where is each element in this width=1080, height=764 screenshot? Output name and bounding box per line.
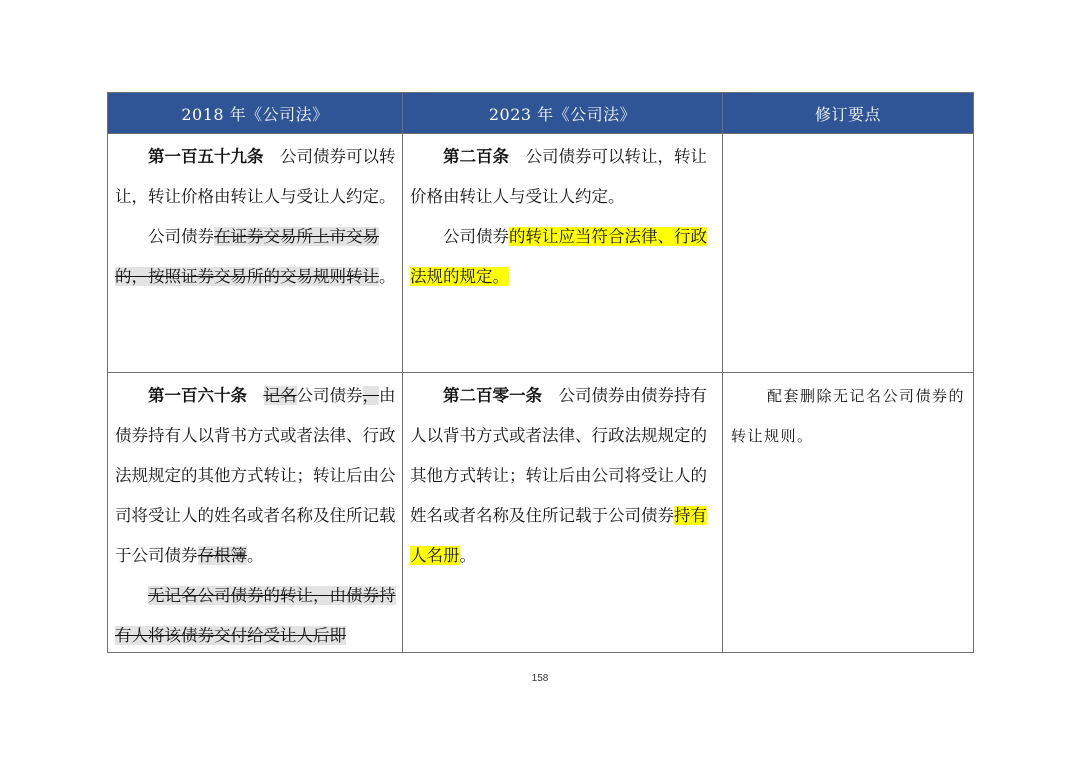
article-number: 第一百六十条 bbox=[148, 386, 247, 405]
deleted-text: 存根簿 bbox=[197, 546, 247, 565]
header-notes: 修订要点 bbox=[723, 93, 974, 134]
deleted-text: ， bbox=[362, 386, 379, 405]
header-2018: 2018 年《公司法》 bbox=[108, 93, 403, 134]
deleted-text: 在证券交易所上市交易的，按照证券交易所的交易规则转让 bbox=[115, 227, 379, 286]
added-text: 持有人名册 bbox=[410, 506, 707, 565]
table-row bbox=[108, 134, 974, 373]
paragraph: 公司债券的转让应当符合法律、行政法规的规定。 bbox=[410, 227, 707, 286]
paragraph: 第一百五十九条 公司债券可以转让，转让价格由转让人与受让人约定。 bbox=[115, 147, 396, 206]
page-number: 158 bbox=[531, 673, 549, 684]
cell-new-law bbox=[403, 134, 723, 373]
note-text: 配套删除无记名公司债券的转让规则。 bbox=[731, 387, 966, 445]
cell-note bbox=[723, 373, 974, 653]
comparison-table bbox=[107, 92, 974, 653]
cell-old-law bbox=[108, 373, 403, 653]
deleted-text: 无记名公司债券的转让，由债券持有人将该债券交付给受让人后即 bbox=[115, 586, 396, 645]
table-row bbox=[108, 373, 974, 653]
article-number: 第二百零一条 bbox=[443, 386, 542, 405]
cell-old-law bbox=[108, 134, 403, 373]
header-2023: 2023 年《公司法》 bbox=[403, 93, 723, 134]
paragraph bbox=[115, 576, 396, 652]
paragraph: 第一百六十条 记名公司债券，由债券持有人以背书方式或者法律、行政法规规定的其他方式转让；转让后由公司将受让人的姓名或者名称及住所记载于公司债券存根簿。 bbox=[115, 386, 396, 565]
deleted-text: 记名 bbox=[263, 386, 297, 405]
cell-new-law bbox=[403, 373, 723, 653]
paragraph: 第二百零一条 公司债券由债券持有人以背书方式或者法律、行政法规规定的其他方式转让；转让后由公司将受让人的姓名或者名称及住所记载于公司债券持有人名册。 bbox=[410, 386, 707, 565]
paragraph: 第二百条 公司债券可以转让，转让价格由转让人与受让人约定。 bbox=[410, 147, 707, 206]
paragraph: 公司债券在证券交易所上市交易的，按照证券交易所的交易规则转让。 bbox=[115, 227, 396, 286]
header-row bbox=[108, 93, 974, 134]
cell-note bbox=[723, 134, 974, 373]
added-text: 的转让应当符合法律、行政法规的规定。 bbox=[410, 227, 707, 286]
article-number: 第一百五十九条 bbox=[148, 147, 264, 166]
article-number: 第二百条 bbox=[443, 147, 509, 166]
